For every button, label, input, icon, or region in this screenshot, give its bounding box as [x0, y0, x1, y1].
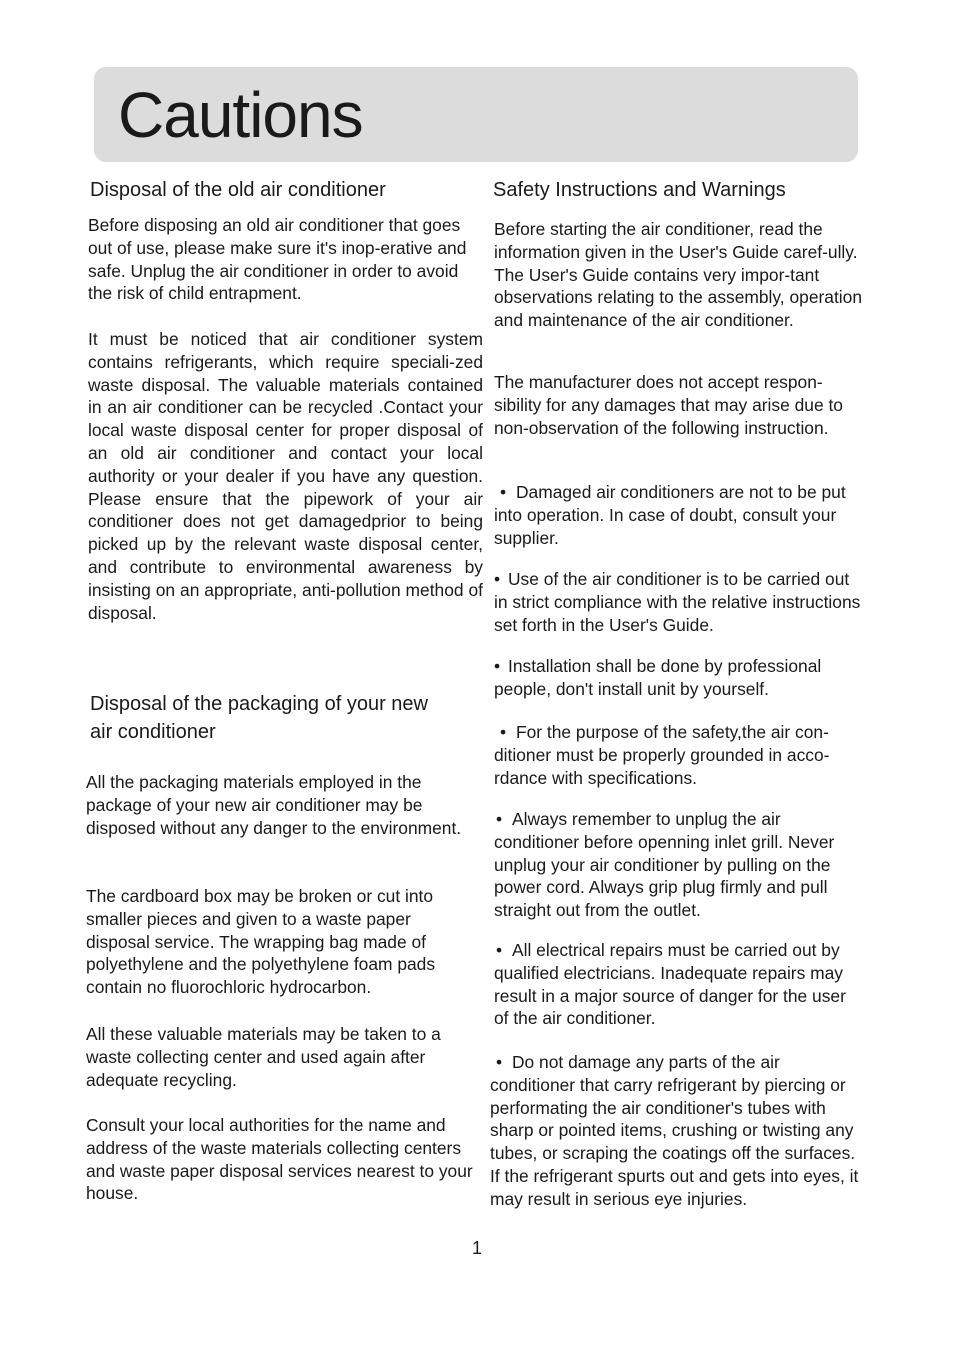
safety-bullet-item — [494, 655, 864, 701]
safety-paragraph-2: The manufacturer does not accept respon-sibility for any damages that may arise due to non-observation of the following instruction. — [494, 372, 843, 438]
page-title: Cautions — [118, 79, 363, 151]
safety-bullet-text: Do not damage any parts of the air conditioner that carry refrigerant by piercing or performating the air conditioner's tubes with sharp or pointed items, crushing or twisting any tubes, or scraping the coatings off the surfaces. If the refrigerant spurts out and gets into eyes, it may result in serious eye injuries. — [490, 1052, 859, 1209]
bullet-icon: • — [494, 656, 501, 676]
page-number: 1 — [471, 1238, 482, 1258]
safety-bullet-text: Use of the air conditioner is to be carried out in strict compliance with the relative instructions set forth in the User's Guide. — [494, 569, 861, 635]
title-banner — [94, 67, 858, 162]
safety-bullet-item — [494, 481, 864, 549]
bullet-icon: • — [496, 1052, 503, 1072]
safety-bullet-text: For the purpose of the safety,the air con-ditioner must be properly grounded in acco-rdance with specifications. — [494, 722, 830, 788]
safety-bullet-item — [494, 568, 864, 636]
bullet-icon: • — [496, 809, 503, 829]
safety-bullet-item — [494, 939, 864, 1030]
bullet-icon: • — [496, 940, 503, 960]
bullet-icon: • — [500, 482, 507, 502]
bullet-icon: • — [494, 569, 501, 589]
heading-old-ac-disposal: Disposal of the old air conditioner — [90, 179, 386, 201]
safety-bullet-text: Installation shall be done by professional people, don't install unit by yourself. — [494, 656, 822, 699]
safety-bullet-item — [494, 721, 864, 789]
heading-packaging-disposal: Disposal of the packaging of your new air conditioner — [90, 693, 428, 743]
old-ac-paragraph-2: It must be noticed that air conditioner system contains refrigerants, which require speciali-zed waste disposal. The valuable materials contained in an air conditioner can be recycled .Contact your local waste disposal center for proper disposal of an old air conditioner and contact your local authority or your dealer if you have any question. Please ensure that the pipework of your air conditioner does not get damagedprior to being picked up by the relevant waste disposal center, and contribute to environmental awareness by insisting on an appropriate, anti-pollution method of disposal. — [88, 329, 483, 623]
safety-bullet-text: All electrical repairs must be carried out by qualified electricians. Inadequate repairs may result in a major source of danger for the user of the air conditioner. — [494, 940, 846, 1029]
safety-bullet-item — [494, 808, 868, 922]
packaging-paragraph-4: Consult your local authorities for the name and address of the waste materials collecting centers and waste paper disposal services nearest to your house. — [86, 1115, 473, 1204]
old-ac-paragraph-1: Before disposing an old air conditioner that goes out of use, please make sure it's inop-erative and safe. Unplug the air conditioner in order to avoid the risk of child entrapment. — [88, 215, 467, 304]
safety-bullet-item — [490, 1051, 860, 1211]
packaging-paragraph-2: The cardboard box may be broken or cut into smaller pieces and given to a waste paper disposal service. The wrapping bag made of polyethylene and the polyethylene foam pads contain no fluorochloric hydrocarbon. — [86, 886, 436, 998]
safety-bullet-text: Always remember to unplug the air conditioner before openning inlet grill. Never unplug your air conditioner by pulling on the power cord. Always grip plug firmly and pull straight out from the outlet. — [494, 809, 835, 921]
packaging-paragraph-1: All the packaging materials employed in the package of your new air conditioner may be disposed without any danger to the environment. — [86, 772, 462, 838]
packaging-paragraph-3: All these valuable materials may be taken to a waste collecting center and used again after adequate recycling. — [86, 1024, 441, 1090]
safety-paragraph-1: Before starting the air conditioner, read the information given in the User's Guide caref-ully. The User's Guide contains very impor-tant observations relating to the assembly, operation and maintenance of the air conditioner. — [494, 219, 862, 331]
safety-bullet-text: Damaged air conditioners are not to be put into operation. In case of doubt, consult your supplier. — [494, 482, 846, 548]
heading-safety-instructions: Safety Instructions and Warnings — [493, 179, 786, 201]
bullet-icon: • — [500, 722, 507, 742]
